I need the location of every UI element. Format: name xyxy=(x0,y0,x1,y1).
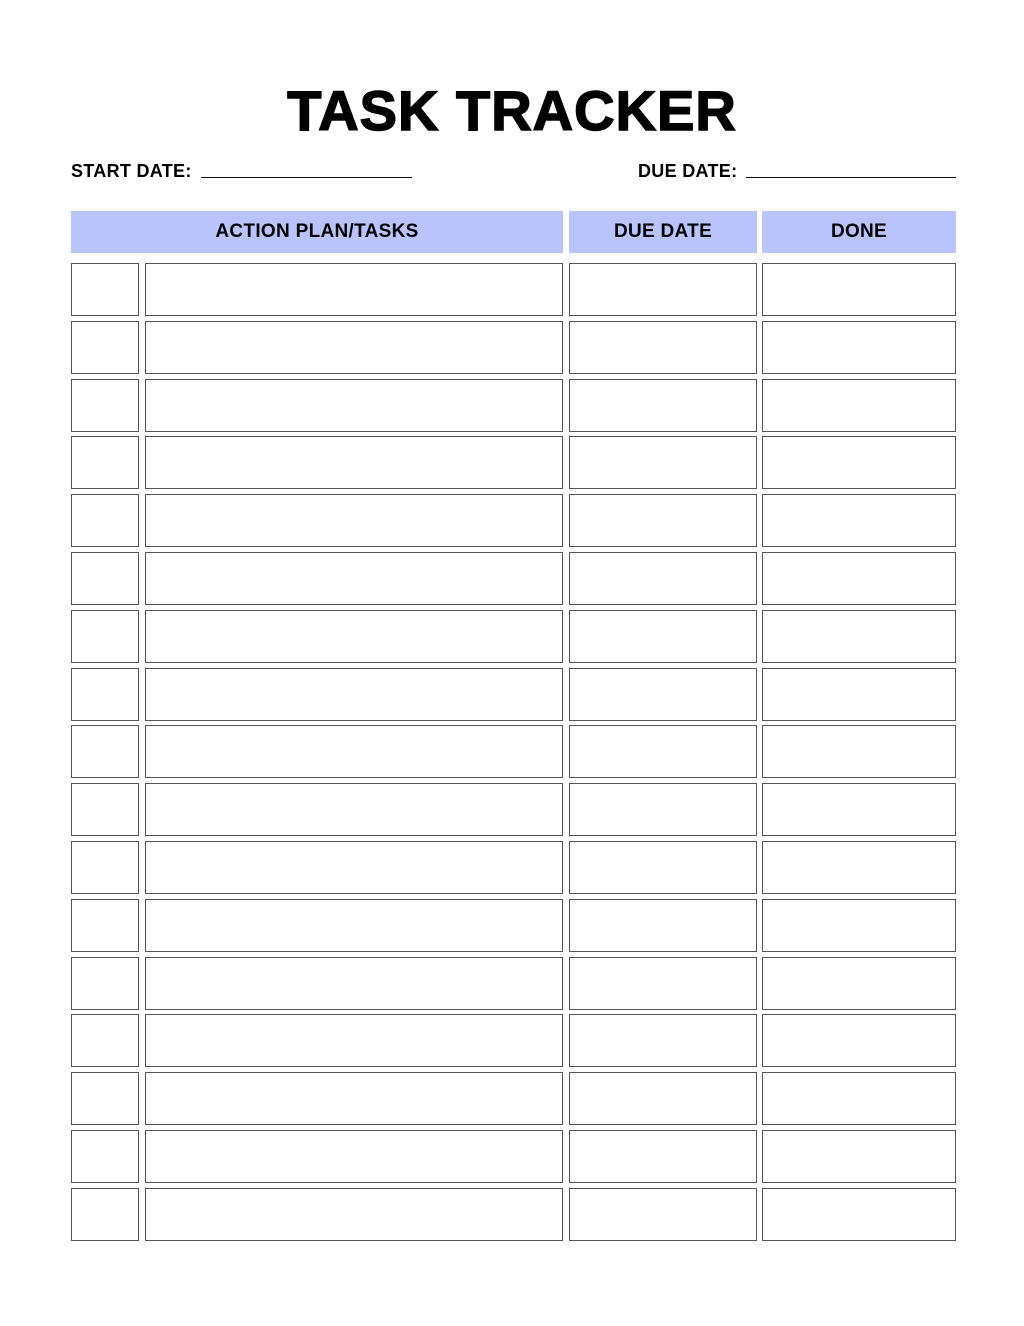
row-number-cell[interactable] xyxy=(71,1188,139,1241)
row-number-cell[interactable] xyxy=(71,321,139,374)
task-cell[interactable] xyxy=(145,1014,563,1067)
done-cell[interactable] xyxy=(762,725,956,778)
done-cell[interactable] xyxy=(762,841,956,894)
due-date-field[interactable] xyxy=(746,177,956,178)
done-cell[interactable] xyxy=(762,494,956,547)
task-cell[interactable] xyxy=(145,263,563,316)
row-number-cell[interactable] xyxy=(71,1130,139,1183)
start-date-label: START DATE: xyxy=(71,161,192,181)
task-cell[interactable] xyxy=(145,1072,563,1125)
done-cell[interactable] xyxy=(762,379,956,432)
task-cell[interactable] xyxy=(145,957,563,1010)
done-cell[interactable] xyxy=(762,957,956,1010)
task-cell[interactable] xyxy=(145,436,563,489)
row-number-cell[interactable] xyxy=(71,610,139,663)
done-cell[interactable] xyxy=(762,1072,956,1125)
due-date-cell[interactable] xyxy=(569,899,757,952)
done-cell[interactable] xyxy=(762,263,956,316)
done-cell[interactable] xyxy=(762,436,956,489)
due-date-cell[interactable] xyxy=(569,1130,757,1183)
done-cell[interactable] xyxy=(762,1130,956,1183)
task-cell[interactable] xyxy=(145,610,563,663)
header-action-plan: ACTION PLAN/TASKS xyxy=(71,211,563,253)
start-date-field[interactable] xyxy=(201,177,412,178)
row-number-cell[interactable] xyxy=(71,436,139,489)
due-date-cell[interactable] xyxy=(569,263,757,316)
row-number-cell[interactable] xyxy=(71,552,139,605)
done-cell[interactable] xyxy=(762,1188,956,1241)
header-done: DONE xyxy=(762,211,956,253)
due-date-cell[interactable] xyxy=(569,436,757,489)
due-date-cell[interactable] xyxy=(569,1188,757,1241)
due-date-cell[interactable] xyxy=(569,783,757,836)
done-cell[interactable] xyxy=(762,783,956,836)
due-date-cell[interactable] xyxy=(569,668,757,721)
row-number-cell[interactable] xyxy=(71,1014,139,1067)
task-cell[interactable] xyxy=(145,841,563,894)
row-number-cell[interactable] xyxy=(71,957,139,1010)
done-cell[interactable] xyxy=(762,899,956,952)
task-cell[interactable] xyxy=(145,379,563,432)
task-cell[interactable] xyxy=(145,899,563,952)
task-cell[interactable] xyxy=(145,552,563,605)
row-number-cell[interactable] xyxy=(71,494,139,547)
page-title: TASK TRACKER xyxy=(287,79,737,142)
due-date-cell[interactable] xyxy=(569,610,757,663)
done-cell[interactable] xyxy=(762,1014,956,1067)
due-date-label: DUE DATE: xyxy=(638,161,738,181)
due-date-cell[interactable] xyxy=(569,725,757,778)
row-number-cell[interactable] xyxy=(71,899,139,952)
task-cell[interactable] xyxy=(145,1130,563,1183)
done-cell[interactable] xyxy=(762,552,956,605)
header-due-date: DUE DATE xyxy=(569,211,757,253)
due-date-cell[interactable] xyxy=(569,841,757,894)
done-cell[interactable] xyxy=(762,321,956,374)
due-date-cell[interactable] xyxy=(569,494,757,547)
done-cell[interactable] xyxy=(762,668,956,721)
task-cell[interactable] xyxy=(145,1188,563,1241)
task-cell[interactable] xyxy=(145,321,563,374)
row-number-cell[interactable] xyxy=(71,668,139,721)
due-date-cell[interactable] xyxy=(569,552,757,605)
due-date-cell[interactable] xyxy=(569,379,757,432)
row-number-cell[interactable] xyxy=(71,379,139,432)
row-number-cell[interactable] xyxy=(71,263,139,316)
row-number-cell[interactable] xyxy=(71,725,139,778)
row-number-cell[interactable] xyxy=(71,783,139,836)
task-cell[interactable] xyxy=(145,668,563,721)
due-date-cell[interactable] xyxy=(569,1072,757,1125)
task-cell[interactable] xyxy=(145,494,563,547)
row-number-cell[interactable] xyxy=(71,1072,139,1125)
task-cell[interactable] xyxy=(145,783,563,836)
due-date-cell[interactable] xyxy=(569,957,757,1010)
task-cell[interactable] xyxy=(145,725,563,778)
row-number-cell[interactable] xyxy=(71,841,139,894)
due-date-cell[interactable] xyxy=(569,1014,757,1067)
due-date-cell[interactable] xyxy=(569,321,757,374)
done-cell[interactable] xyxy=(762,610,956,663)
